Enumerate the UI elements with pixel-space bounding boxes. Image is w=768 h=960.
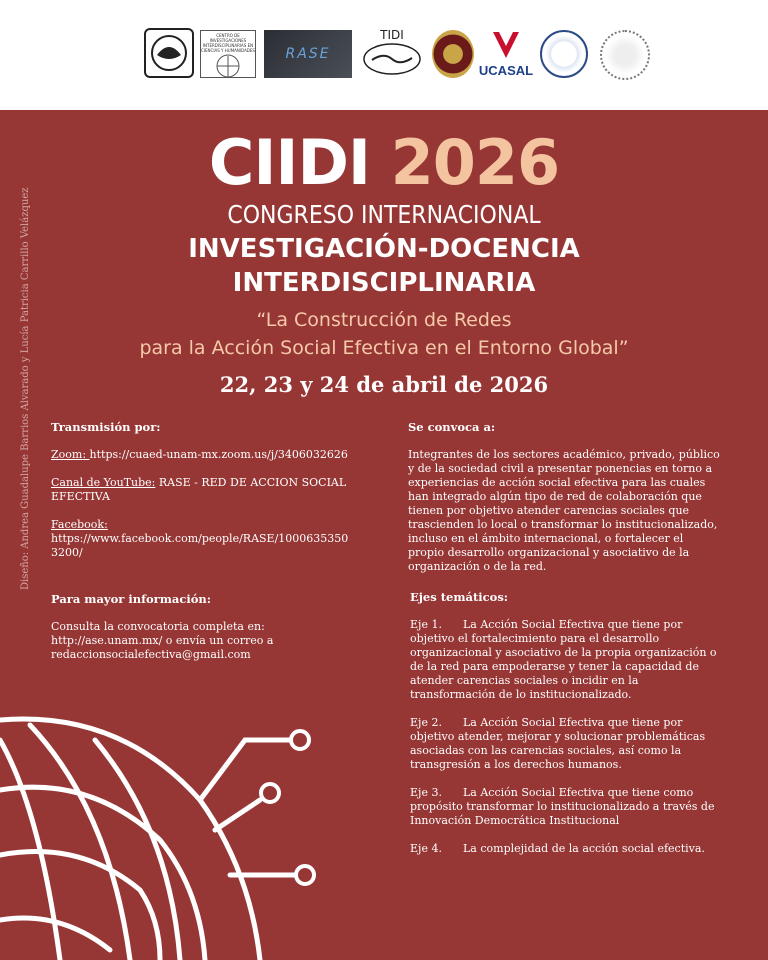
logo-header (0, 0, 768, 110)
zoom-line (51, 448, 351, 462)
designer-credit: Diseño: Andrea Guadalupe Barrios Alvarado y Lucía Patricia Carrillo Velázquez (20, 187, 31, 590)
event-year: 2026 (390, 126, 560, 199)
event-title (0, 128, 768, 198)
theme-text: La Acción Social Efectiva que tiene por objetivo atender, mejorar y solucionar problemáticas asociadas con las carencias sociales, así como la transgresión a los derechos humanos. (410, 716, 706, 771)
facebook-line (51, 518, 351, 560)
tagline-line-2: para la Acción Social Efectiva en el Entorno Global” (139, 337, 629, 359)
theme-item (410, 618, 722, 702)
zoom-label: Zoom: (51, 448, 90, 461)
transmission-section (51, 420, 351, 574)
more-info-text: Consulta la convocatoria completa en: http://ase.unam.mx/ o envía un correo a redaccionsocialefectiva@gmail.com (51, 620, 274, 661)
call-heading: Se convoca a: (408, 420, 496, 434)
subtitle-interdisciplinaria: INTERDISCIPLINARIA (232, 268, 536, 298)
university-seal-gray-icon (600, 30, 650, 80)
theme-text: La complejidad de la acción social efectiva. (463, 842, 705, 855)
university-seal-blue-icon (540, 30, 588, 78)
youtube-label: Canal de YouTube: (51, 476, 156, 489)
more-info-section (51, 592, 351, 662)
youtube-line (51, 476, 351, 504)
congress-label: CONGRESO INTERNACIONAL (227, 200, 541, 229)
university-seal-icon (432, 30, 474, 78)
theme-number: Eje 2. (410, 716, 442, 729)
youtube-channel-link[interactable]: RASE - RED DE ACCION SOCIAL EFECTIVA (51, 476, 347, 503)
unam-seal-icon (144, 28, 194, 78)
event-tagline (0, 306, 768, 362)
ucasal-logo-text: UCASAL (478, 63, 534, 78)
themes-heading: Ejes temáticos: (410, 590, 509, 604)
ucasal-logo-icon (478, 30, 534, 80)
theme-number: Eje 4. (410, 842, 442, 855)
tagline-line-1: “La Construcción de Redes (256, 309, 512, 331)
theme-text: La Acción Social Efectiva que tiene por objetivo el fortalecimiento para el desarrollo organizacional y asociativo de la propia organización o de la red para empoderarse y tener la capacidad de atender carencias sociales o incidir en la transformación de lo institucionalizado. (410, 618, 717, 701)
tidi-logo-icon (360, 28, 424, 80)
rase-logo-text: RASE (285, 46, 331, 62)
more-info-heading: Para mayor información: (51, 592, 212, 606)
theme-number: Eje 1. (410, 618, 442, 631)
theme-number: Eje 3. (410, 786, 442, 799)
ciid-logo-icon (200, 30, 256, 78)
call-text: Integrantes de los sectores académico, privado, público y de la sociedad civil a presentar ponencias en torno a experiencias de acción social efectiva para las cuales han integrado algún tipo de red de colaboración que tienen por objetivo atender carencias sociales que trascienden lo local o transformar lo institucionalizado, incluso en el ámbito internacional, o fortalecer el propio desarrollo organizacional y asociativo de la organización o de la red. (408, 448, 720, 573)
transmission-heading: Transmisión por: (51, 420, 161, 434)
zoom-link[interactable]: https://cuaed-unam-mx.zoom.us/j/3406032626 (89, 448, 348, 461)
theme-item (410, 842, 722, 856)
rase-logo-icon (264, 30, 352, 78)
theme-item (410, 786, 722, 828)
event-dates: 22, 23 y 24 de abril de 2026 (219, 372, 549, 397)
facebook-link[interactable]: https://www.facebook.com/people/RASE/10006353503200/ (51, 532, 349, 559)
tidi-logo-text: TIDI (380, 28, 404, 42)
facebook-label: Facebook: (51, 518, 108, 531)
subtitle-investigacion: INVESTIGACIÓN-DOCENCIA (188, 234, 580, 264)
call-section (408, 420, 720, 574)
themes-section (410, 590, 722, 870)
event-acronym: CIIDI (208, 126, 370, 199)
theme-item (410, 716, 722, 772)
theme-text: La Acción Social Efectiva que tiene como propósito transformar lo institucionalizado a través de Innovación Democrática Institucional (410, 786, 715, 827)
globe-network-icon (0, 680, 330, 960)
ciid-logo-text: CENTRO DE INVESTIGACIONES INTERDISCIPLINARIAS EN CIENCIAS Y HUMANIDADES (201, 33, 255, 53)
